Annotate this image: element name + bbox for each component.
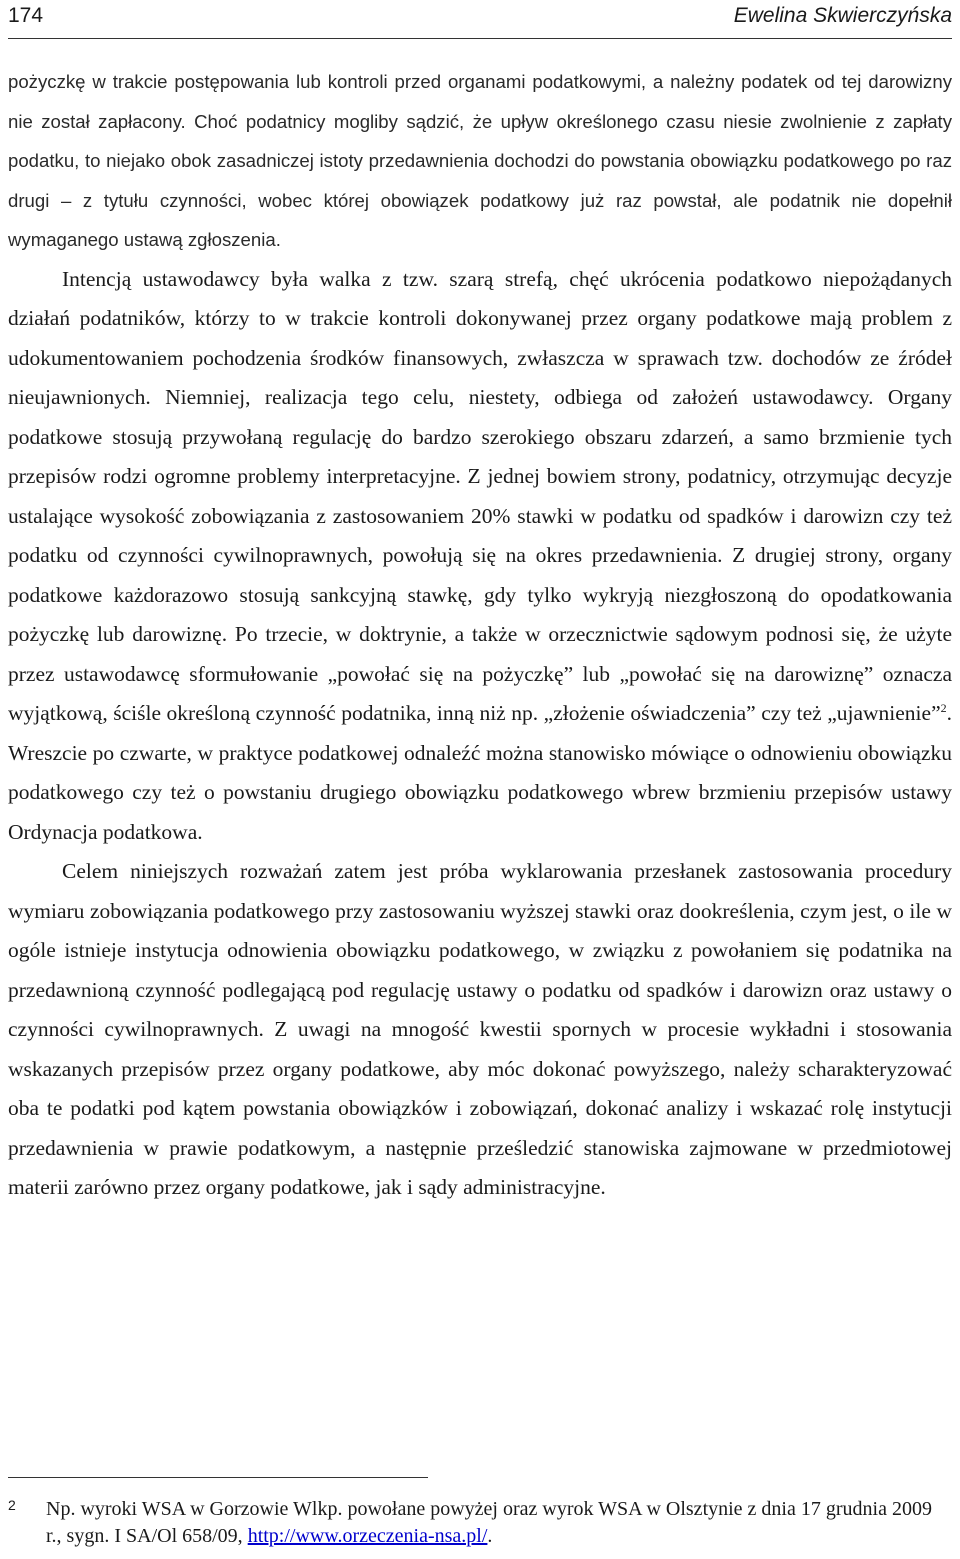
footnote-separator [8,1477,428,1478]
paragraph-3: Celem niniejszych rozważań zatem jest próba wyklarowania przesłanek zastosowania procedury wymiaru zobowiązania podatkowego przy zastosowaniu wyższej stawki oraz dookreślenia, czym jest, o ile w ogóle istnieje instytucja odnowienia obowiązku podatkowego, w związku z powołaniem się podatnika na przedawnioną czynność podlegającą pod regulację ustawy o podatku od spadków i darowizn oraz ustawy o czynności cywilnoprawnych. Z uwagi na mnogość kwestii spornych w procesie wykładni i stosowania wskazanych przepisów przez organy podatkowe, aby móc dokonać powyższego, należy scharakteryzować oba te podatki pod kątem powstania obowiązków i zobowiązań, dokonać analizy i wskazać rolę instytucji przedawnienia w prawie podatkowym, a następnie prześledzić stanowiska zajmowane w przedmiotowej materii zarówno przez organy podatkowe, jak i sądy administracyjne. [8,859,952,1199]
paragraph-1: pożyczkę w trakcie postępowania lub kontroli przed organami podatkowymi, a należny podatek od tej darowizny nie został zapłacony. Choć podatnicy mogliby sądzić, że upływ określonego czasu niesie zwolnienie z zapłaty podatku, to niejako obok zasadniczej istoty przedawnienia dochodzi do powstania obowiązku podatkowego po raz drugi – z tytułu czynności, wobec której obowiązek podatkowy już raz powstał, ale podatnik nie dopełnił wymaganego ustawą zgłoszenia. [8,71,952,250]
page-header [8,0,952,39]
footnote-number: 2 [8,1497,16,1513]
page-number: 174 [8,4,44,27]
running-head-author: Ewelina Skwierczyńska [733,4,952,27]
paragraph-2 [8,260,952,853]
footnote [8,1496,952,1550]
footnote-body: Np. wyroki WSA w Gorzowie Wlkp. powołane powyżej oraz wyrok WSA w Olsztynie z dnia 17 grudnia 2009 r., sygn. I SA/Ol 658/09, [46,1498,932,1547]
body-text [8,62,952,1208]
paragraph-2-lead: Intencją ustawodawcy była walka z tzw. szarą strefą, chęć ukrócenia podatkowo niepożądanych działań podatników, którzy to w trakcie kontroli dokonywanej przez organy podatkowe mają problem z udokumentowaniem pochodzenia środków finansowych, zwłaszcza w sprawach tzw. dochodów ze źródeł nieujawnionych. Niemniej, realizacja tego celu, niestety, odbiega od założeń ustawodawcy. Organy podatkowe stosują przywołaną regulację do bardzo szerokiego obszaru zdarzeń, a samo brzmienie tych przepisów rodzi ogromne problemy interpretacyjne. Z jednej bowiem strony, podatnicy, otrzymując decyzje ustalające wysokość zobowiązania z zastosowaniem 20% stawki w podatku od spadków i darowizn czy też podatku od czynności cywilnoprawnych, powołują się na okres przedawnienia. Z drugiej strony, organy podatkowe każdorazowo stosują sankcyjną stawkę, gdy tylko wykryją niezgłoszoną do opodatkowania pożyczkę lub darowiznę. Po trzecie, w doktrynie, a także w orzecznictwie sądowym podnosi się, że użyte przez ustawodawcę sformułowanie „powołać się na pożyczkę” lub „powołać się na darowiznę” oznacza wyjątkową, ściśle określoną czynność podatnika, inną niż np. „złożenie oświadczenia” czy też „ujawnienie” [8,266,952,725]
paragraph-2-tail: . Wreszcie po czwarte, w praktyce podatkowej odnaleźć można stanowisko mówiące o odnowieniu obowiązku podatkowego czy też o powstaniu drugiego obowiązku podatkowego wbrew brzmieniu przepisów ustawy Ordynacja podatkowa. [8,701,952,844]
footnote-reference[interactable]: 2 [940,700,947,715]
footnote-tail: . [487,1525,493,1547]
footnote-text [46,1496,952,1550]
footnote-link[interactable]: http://www.orzeczenia-nsa.pl/ [247,1525,488,1547]
